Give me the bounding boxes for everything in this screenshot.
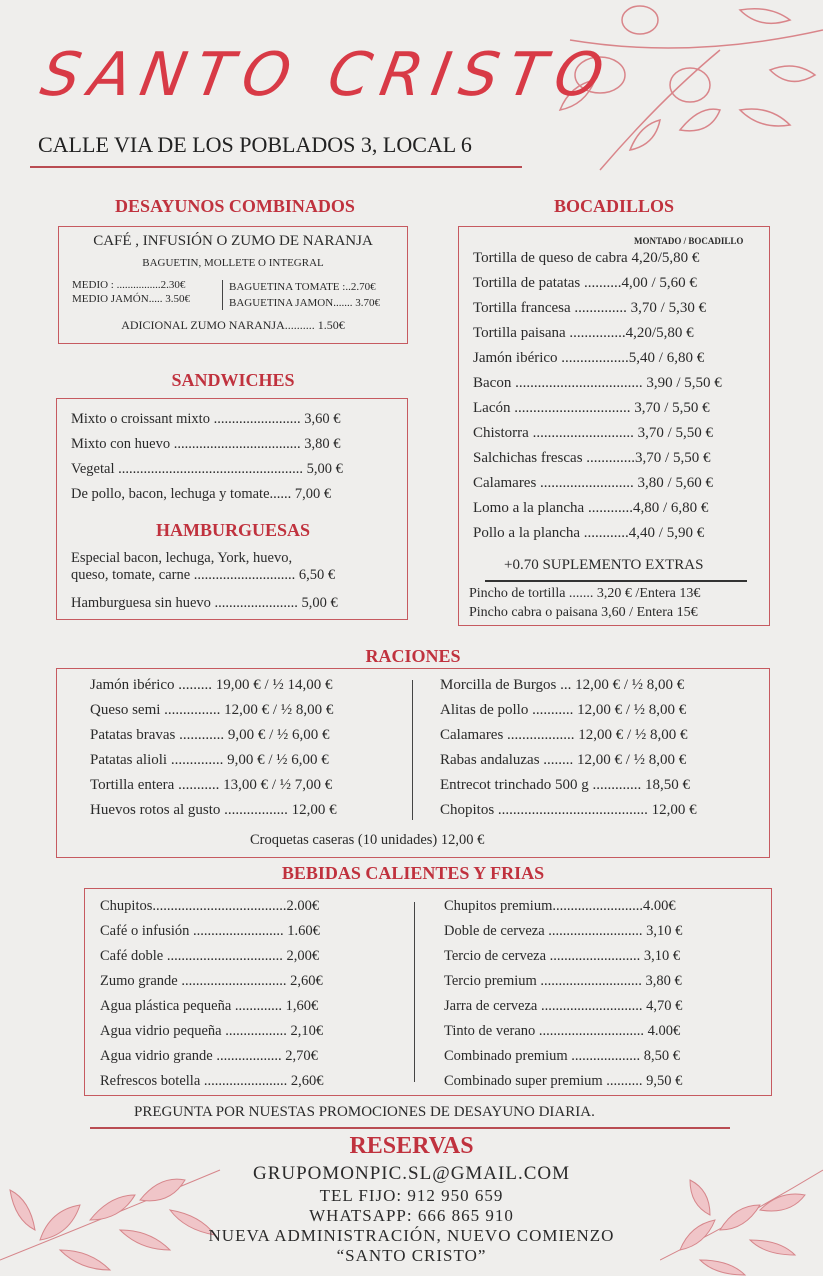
sandwich-item: Mixto o croissant mixto ........................ 3,60 €	[71, 411, 341, 427]
bocadillos-heading: BOCADILLOS	[553, 196, 675, 216]
racion-item: Chopitos ........................................ 12,00 €	[440, 802, 697, 818]
bebida-item: Refrescos botella ....................... 2,60€	[100, 1073, 324, 1089]
racion-item: Entrecot trinchado 500 g ............. 18,50 €	[440, 777, 690, 793]
sandwich-item: Vegetal ................................................... 5,00 €	[71, 461, 343, 477]
bebida-item: Doble de cerveza .......................... 3,10 €	[444, 923, 683, 939]
racion-item: Queso semi ............... 12,00 € / ½ 8,00 €	[90, 702, 334, 718]
bebida-item: Jarra de cerveza ............................ 4,70 €	[444, 998, 683, 1014]
hamburguesa-item: Especial bacon, lechuga, York, huevo,	[71, 550, 293, 566]
desayunos-right-2: BAGUETINA JAMON....... 3.70€	[229, 297, 380, 309]
raciones-divider	[412, 680, 413, 820]
sandwich-item: De pollo, bacon, lechuga y tomate...... 7,00 €	[71, 486, 332, 502]
contact-tel[interactable]: TEL FIJO: 912 950 659	[319, 1186, 504, 1205]
racion-item: Patatas alioli .............. 9,00 € / ½ 6,00 €	[90, 752, 329, 768]
bebida-item: Combinado super premium .......... 9,50 €	[444, 1073, 683, 1089]
racion-item: Rabas andaluzas ........ 12,00 € / ½ 8,00 €	[440, 752, 687, 768]
reservas-heading: RESERVAS	[349, 1133, 474, 1159]
bocadillo-item: Jamón ibérico ..................5,40 / 6,80 €	[473, 350, 705, 366]
bebida-item: Tercio de cerveza ......................... 3,10 €	[444, 948, 681, 964]
bocadillo-item: Tortilla paisana ...............4,20/5,80 €	[473, 325, 694, 341]
pincho-item: Pincho cabra o paisana 3,60 / Entera 15€	[469, 605, 698, 620]
hamburguesas-heading: HAMBURGUESAS	[155, 520, 311, 540]
promo-underline	[90, 1127, 730, 1129]
bocadillo-item: Chistorra ........................... 3,70 / 5,50 €	[473, 425, 713, 441]
desayunos-line1: CAFÉ , INFUSIÓN O ZUMO DE NARANJA	[93, 233, 373, 249]
bocadillo-item: Tortilla de patatas ..........4,00 / 5,60 €	[473, 275, 697, 291]
desayunos-heading: DESAYUNOS COMBINADOS	[115, 196, 355, 216]
bocadillos-subheader: MONTADO / BOCADILLO	[634, 236, 744, 246]
bocadillo-item: Calamares ......................... 3,80 / 5,60 €	[473, 475, 713, 491]
bebida-item: Agua vidrio pequeña ................. 2,10€	[100, 1023, 324, 1039]
sandwich-item: Mixto con huevo ................................... 3,80 €	[71, 436, 341, 452]
bebida-item: Zumo grande ............................. 2,60€	[100, 973, 323, 989]
bebida-item: Agua vidrio grande .................. 2,70€	[100, 1048, 318, 1064]
racion-item: Tortilla entera ........... 13,00 € / ½ 7,00 €	[90, 777, 333, 793]
racion-item: Jamón ibérico ......... 19,00 € / ½ 14,00 €	[90, 677, 333, 693]
desayunos-left-1: MEDIO : ................2.30€	[72, 279, 186, 291]
slogan-line2: “SANTO CRISTO”	[336, 1246, 487, 1265]
restaurant-title: SANTO CRISTO	[35, 40, 619, 110]
raciones-heading: RACIONES	[365, 646, 461, 666]
bebidas-heading: BEBIDAS CALIENTES Y FRIAS	[281, 863, 545, 883]
raciones-footer: Croquetas caseras (10 unidades) 12,00 €	[250, 832, 485, 848]
racion-item: Calamares .................. 12,00 € / ½ 8,00 €	[440, 727, 688, 743]
desayunos-extra: ADICIONAL ZUMO NARANJA.......... 1.50€	[121, 318, 345, 332]
bocadillo-item: Lacón ............................... 3,70 / 5,50 €	[473, 400, 710, 416]
bebida-item: Combinado premium ................... 8,50 €	[444, 1048, 681, 1064]
bocadillo-item: Tortilla francesa .............. 3,70 / 5,30 €	[473, 300, 707, 316]
desayunos-left-2: MEDIO JAMÓN..... 3.50€	[72, 293, 190, 305]
desayunos-line2: BAGUETIN, MOLLETE O INTEGRAL	[142, 257, 324, 269]
sandwiches-box	[56, 398, 408, 620]
racion-item: Morcilla de Burgos ... 12,00 € / ½ 8,00 €	[440, 677, 685, 693]
pincho-item: Pincho de tortilla ....... 3,20 € /Entera 13€	[469, 586, 701, 601]
sandwiches-heading: SANDWICHES	[171, 370, 295, 390]
bebida-item: Agua plástica pequeña ............. 1,60€	[100, 998, 319, 1014]
bebida-item: Chupitos premium.........................4.00€	[444, 898, 676, 914]
address-underline	[30, 166, 522, 168]
bocadillo-item: Lomo a la plancha ............4,80 / 6,80 €	[473, 500, 709, 516]
bocadillo-item: Tortilla de queso de cabra 4,20/5,80 €	[473, 250, 700, 266]
bocadillo-item: Salchichas frescas .............3,70 / 5,50 €	[473, 450, 711, 466]
hamburguesa-item: Hamburguesa sin huevo ....................... 5,00 €	[71, 595, 338, 611]
bebida-item: Tercio premium ............................ 3,80 €	[444, 973, 682, 989]
promo-text: PREGUNTA POR NUESTAS PROMOCIONES DE DESAYUNO DIARIA.	[134, 1104, 595, 1120]
bebida-item: Tinto de verano ............................. 4.00€	[444, 1023, 681, 1039]
address: CALLE VIA DE LOS POBLADOS 3, LOCAL 6	[38, 132, 472, 157]
slogan-line1: NUEVA ADMINISTRACIÓN, NUEVO COMIENZO	[208, 1226, 615, 1245]
bocadillo-item: Pollo a la plancha ............4,40 / 5,90 €	[473, 525, 705, 541]
bebida-item: Café doble ................................ 2,00€	[100, 948, 320, 964]
hamburguesa-item: queso, tomate, carne ............................ 6,50 €	[71, 567, 336, 583]
bebida-item: Café o infusión ......................... 1.60€	[100, 923, 320, 939]
suplemento-rule	[485, 580, 747, 582]
racion-item: Huevos rotos al gusto ................. 12,00 €	[90, 802, 337, 818]
bocadillo-item: Bacon .................................. 3,90 / 5,50 €	[473, 375, 722, 391]
racion-item: Alitas de pollo ........... 12,00 € / ½ 8,00 €	[440, 702, 687, 718]
bebida-item: Chupitos.....................................2.00€	[100, 898, 320, 914]
suplemento-extras: +0.70 SUPLEMENTO EXTRAS	[504, 557, 704, 573]
contact-email[interactable]: GRUPOMONPIC.SL@GMAIL.COM	[252, 1163, 571, 1184]
bebidas-divider	[414, 902, 415, 1082]
racion-item: Patatas bravas ............ 9,00 € / ½ 6,00 €	[90, 727, 330, 743]
desayunos-right-1: BAGUETINA TOMATE :..2.70€	[229, 281, 376, 293]
contact-whatsapp[interactable]: WHATSAPP: 666 865 910	[309, 1206, 514, 1225]
desayunos-divider	[222, 280, 223, 310]
